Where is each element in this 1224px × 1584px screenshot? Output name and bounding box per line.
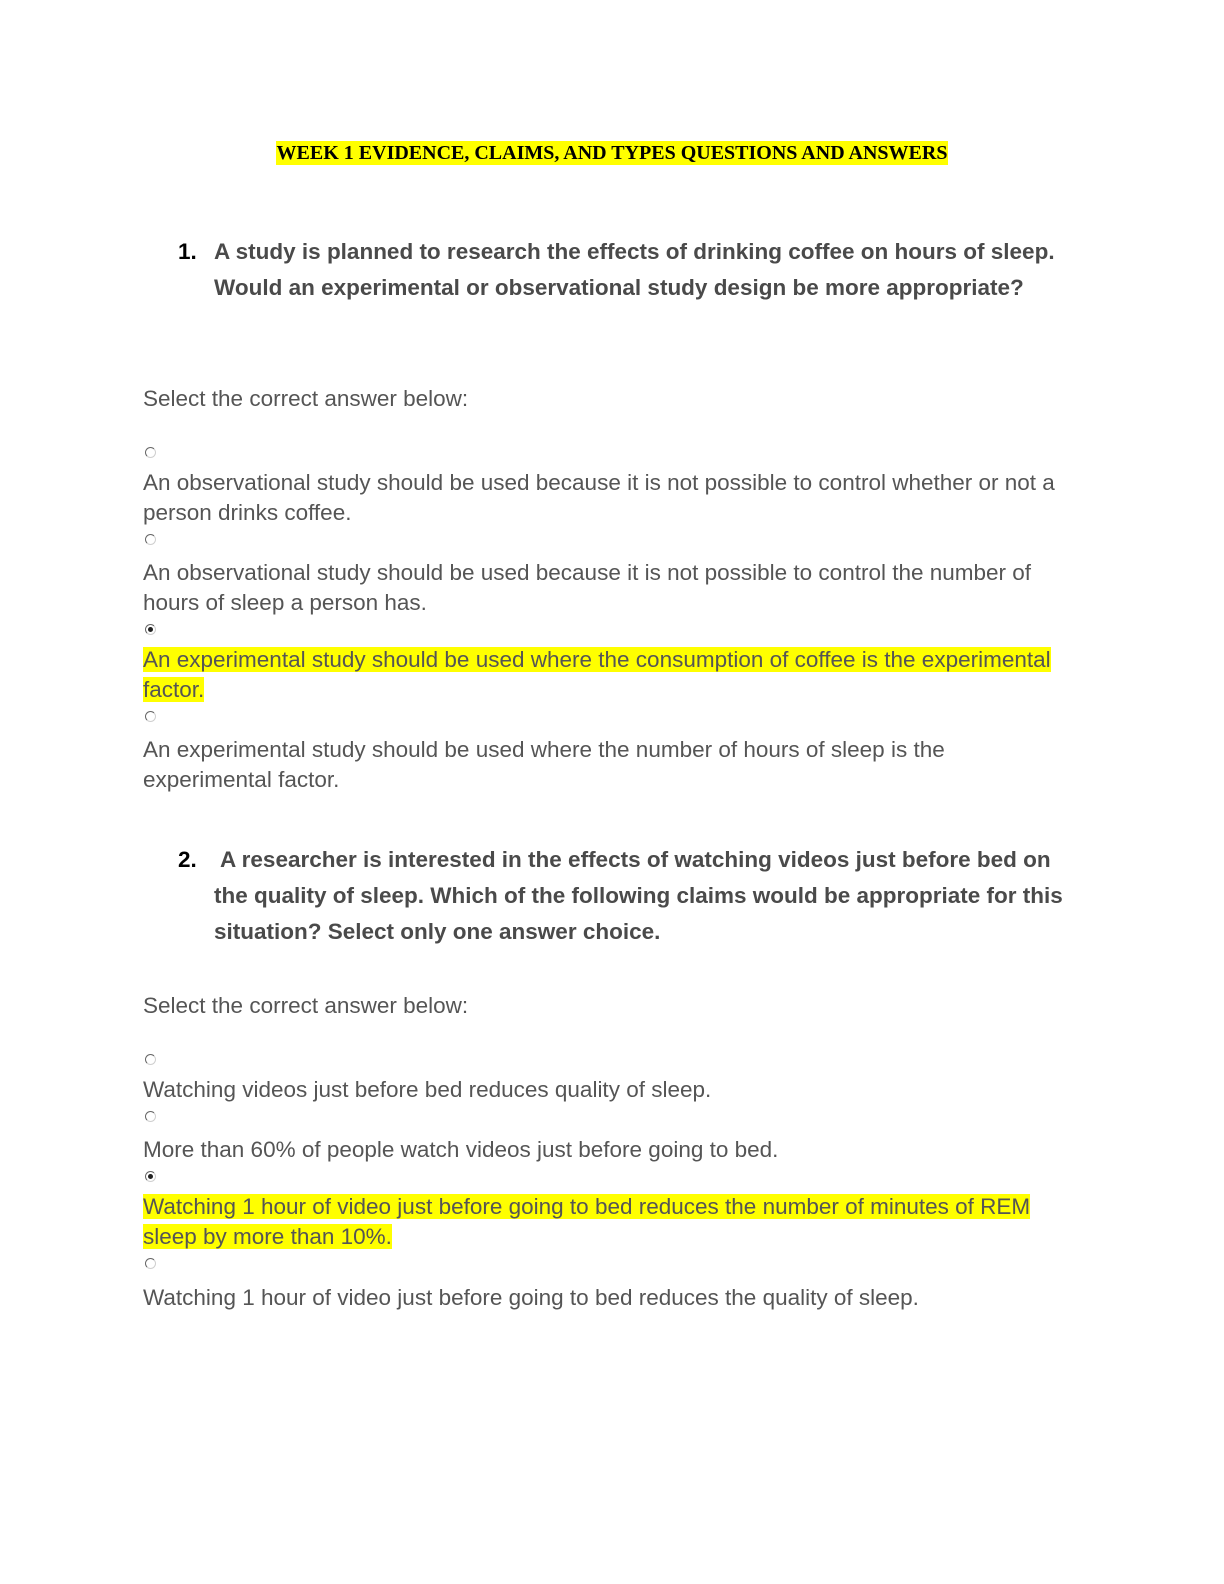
option-text: An experimental study should be used where the number of hours of sleep is the experimental factor. — [143, 737, 945, 792]
page-title — [0, 142, 1224, 165]
radio-option-1-2[interactable] — [145, 534, 156, 545]
option-text: Watching 1 hour of video just before going to bed reduces the quality of sleep. — [143, 1285, 919, 1310]
option-text-highlighted: An experimental study should be used where the consumption of coffee is the experimental factor. — [143, 647, 1051, 702]
question-2 — [178, 842, 1078, 950]
option-1-2 — [143, 558, 1073, 618]
radio-option-1-1[interactable] — [145, 447, 156, 458]
option-1-3 — [143, 645, 1073, 705]
question-text: A study is planned to research the effects of drinking coffee on hours of sleep. Would an experimental or observational study design be more appropriate? — [214, 239, 1055, 300]
option-text: Watching videos just before bed reduces quality of sleep. — [143, 1077, 712, 1102]
radio-option-1-4[interactable] — [145, 711, 156, 722]
option-1-1 — [143, 468, 1073, 528]
radio-option-2-2[interactable] — [145, 1111, 156, 1122]
option-2-4 — [143, 1283, 1073, 1313]
option-text: An observational study should be used because it is not possible to control the number of hours of sleep a person has. — [143, 560, 1032, 615]
answer-prompt: Select the correct answer below: — [143, 993, 469, 1018]
question-1 — [178, 234, 1078, 306]
answer-prompt: Select the correct answer below: — [143, 386, 469, 411]
radio-option-2-4[interactable] — [145, 1258, 156, 1269]
question-text: A researcher is interested in the effects of watching videos just before bed on the quality of sleep. Which of the following claims would be appropriate for this situation? Select only one answer choice. — [214, 847, 1063, 944]
page-title-text: WEEK 1 EVIDENCE, CLAIMS, AND TYPES QUESTIONS AND ANSWERS — [276, 142, 948, 164]
option-text: An observational study should be used because it is not possible to control whether or not a person drinks coffee. — [143, 470, 1055, 525]
option-text: More than 60% of people watch videos just before going to bed. — [143, 1137, 779, 1162]
option-2-3 — [143, 1192, 1073, 1252]
option-1-4 — [143, 735, 1073, 795]
option-2-1 — [143, 1075, 1073, 1105]
option-2-2 — [143, 1135, 1073, 1165]
radio-option-1-3-selected[interactable] — [145, 624, 156, 635]
question-number: 2. — [178, 847, 197, 872]
radio-option-2-1[interactable] — [145, 1054, 156, 1065]
question-number: 1. — [178, 239, 197, 264]
radio-option-2-3-selected[interactable] — [145, 1171, 156, 1182]
option-text-highlighted: Watching 1 hour of video just before going to bed reduces the number of minutes of REM sleep by more than 10%. — [143, 1194, 1031, 1249]
